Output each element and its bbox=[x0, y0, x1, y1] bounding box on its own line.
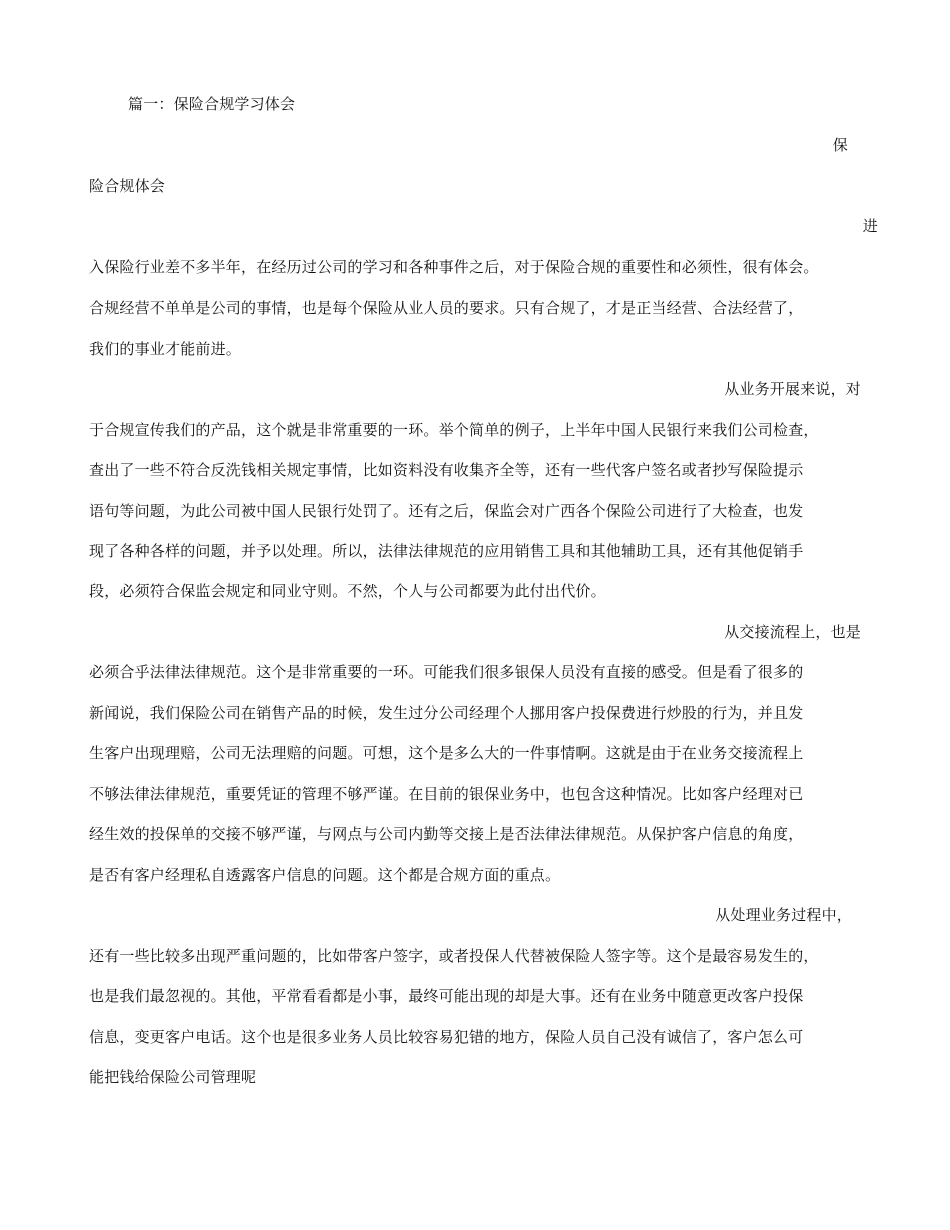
paragraph-3-line-4: 不够法律法律规范，重要凭证的管理不够严谨。在目前的银保业务中，也包含这种情况。比如客户经理对已 bbox=[89, 785, 804, 803]
paragraph-1-lead: 进 bbox=[862, 217, 878, 235]
paragraph-2-line-1: 于合规宣传我们的产品，这个就是非常重要的一环。举个简单的例子，上半年中国人民银行来我们公司检查， bbox=[89, 421, 819, 439]
paragraph-4-line-3: 信息，变更客户电话。这个也是很多业务人员比较容易犯错的地方，保险人员自己没有诚信了，客户怎么可 bbox=[89, 1028, 804, 1046]
subtitle-fragment: 保 bbox=[832, 136, 848, 154]
paragraph-3-line-6: 是否有客户经理私自透露客户信息的问题。这个都是合规方面的重点。 bbox=[89, 866, 561, 884]
paragraph-2-line-2: 查出了一些不符合反洗钱相关规定事情，比如资料没有收集齐全等，还有一些代客户签名或者抄写保险提示 bbox=[89, 461, 804, 479]
paragraph-2-line-3: 语句等问题，为此公司被中国人民银行处罚了。还有之后，保监会对广西各个保险公司进行了大检查，也发 bbox=[89, 502, 804, 520]
paragraph-4-lead: 从处理业务过程中， bbox=[715, 906, 852, 924]
paragraph-1-line-3: 我们的事业才能前进。 bbox=[89, 340, 242, 358]
paragraph-4-line-1: 还有一些比较多出现严重问题的，比如带客户签字，或者投保人代替被保险人签字等。这个是最容易发生的， bbox=[89, 947, 819, 965]
paragraph-2-lead: 从业务开展来说，对 bbox=[724, 380, 861, 398]
paragraph-3-line-3: 生客户出现理赔，公司无法理赔的问题。可想，这个是多么大的一件事情啊。这就是由于在业务交接流程上 bbox=[89, 744, 804, 762]
paragraph-4-line-4: 能把钱给保险公司管理呢 bbox=[89, 1068, 257, 1086]
document-heading: 篇一：保险合规学习体会 bbox=[128, 95, 296, 113]
paragraph-3-line-1: 必须合乎法律法律规范。这个是非常重要的一环。可能我们很多银保人员没有直接的感受。但是看了很多的 bbox=[89, 663, 804, 681]
paragraph-2-line-4: 现了各种各样的问题，并予以处理。所以，法律法律规范的应用销售工具和其他辅助工具，还有其他促销手 bbox=[89, 542, 804, 560]
subtitle-continuation: 险合规体会 bbox=[89, 177, 166, 195]
paragraph-3-lead: 从交接流程上，也是 bbox=[724, 623, 861, 641]
paragraph-2-line-5: 段，必须符合保监会规定和同业守则。不然，个人与公司都要为此付出代价。 bbox=[89, 582, 606, 600]
paragraph-4-line-2: 也是我们最忽视的。其他，平常看看都是小事，最终可能出现的却是大事。还有在业务中随意更改客户投保 bbox=[89, 987, 804, 1005]
paragraph-3-line-5: 经生效的投保单的交接不够严谨，与网点与公司内勤等交接上是否法律法律规范。从保护客户信息的角度， bbox=[89, 825, 804, 843]
paragraph-3-line-2: 新闻说，我们保险公司在销售产品的时候，发生过分公司经理个人挪用客户投保费进行炒股的行为，并且发 bbox=[89, 704, 804, 722]
paragraph-1-line-2: 合规经营不单单是公司的事情，也是每个保险从业人员的要求。只有合规了，才是正当经营、合法经营了， bbox=[89, 299, 804, 317]
paragraph-1-line-1: 入保险行业差不多半年，在经历过公司的学习和各种事件之后，对于保险合规的重要性和必须性，很有体会。 bbox=[89, 258, 819, 276]
